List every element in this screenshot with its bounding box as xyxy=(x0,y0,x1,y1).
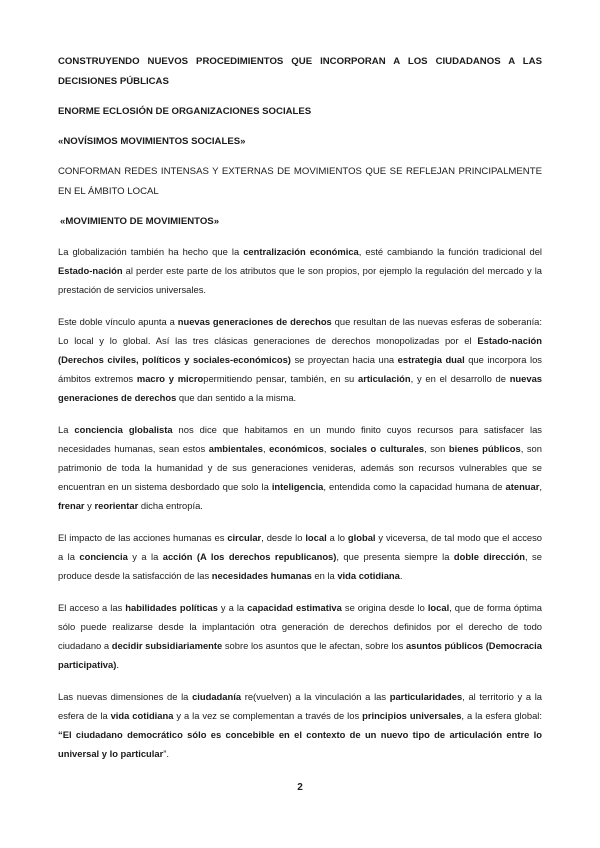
text-run: , que presenta siempre la xyxy=(336,551,454,562)
bold-text: reorientar xyxy=(94,500,139,511)
bold-text: global xyxy=(347,532,376,543)
body-paragraph xyxy=(58,687,542,763)
text-run: , entendida como la capacidad humana de xyxy=(323,481,506,492)
bold-text: habilidades políticas xyxy=(125,602,218,613)
text-run: re(vuelven) a la vinculación a las xyxy=(241,691,390,702)
text-run: La xyxy=(58,424,75,435)
bold-text: nuevas generaciones de derechos xyxy=(177,316,332,327)
text-run: y a la xyxy=(127,551,163,562)
bold-text: principios universales xyxy=(362,710,462,721)
bold-text: ciudadanía xyxy=(192,691,242,702)
text-run: ”. xyxy=(163,748,169,759)
bold-text: centralización económica xyxy=(243,246,359,257)
bold-text: asuntos públicos (Democracia participativa) xyxy=(58,640,542,670)
text-run: La globalización también ha hecho que la xyxy=(58,246,244,257)
body-paragraph xyxy=(58,242,542,299)
text-run: , son xyxy=(424,443,449,454)
text-run: , son patrimonio de toda la humanidad y de sus generaciones venideras, además son recursos vulnerables que se encuentran en un sistema desbordado que solo la xyxy=(58,443,542,492)
bold-text: frenar xyxy=(58,500,85,511)
bold-text: “El ciudadano democrático sólo es concebible en el contexto de un nuevo tipo de articulación entre lo universal y lo particular xyxy=(58,729,542,759)
text-run: a lo xyxy=(326,532,348,543)
text-run: nos dice que habitamos en un mundo finito cuyos recursos para satisfacer las necesidades humanas, sean estos xyxy=(58,424,542,454)
heading-novisimos: «NOVÍSIMOS MOVIMIENTOS SOCIALES» xyxy=(58,136,246,147)
bold-text: articulación xyxy=(358,373,411,384)
bold-text: Estado-nación xyxy=(58,265,123,276)
body-paragraph xyxy=(58,598,542,674)
text-run: , xyxy=(539,481,543,492)
body-paragraph xyxy=(58,312,542,407)
text-run: y a la vez se complementan a través de los xyxy=(173,710,363,721)
bold-text: local xyxy=(427,602,450,613)
text-run: que incorpora los ámbitos extremos xyxy=(58,354,542,384)
text-run: se proyectan hacia una xyxy=(290,354,398,365)
body-paragraph xyxy=(58,420,542,515)
text-run: Las nuevas dimensiones de la xyxy=(58,691,193,702)
text-run: . xyxy=(116,659,119,670)
text-run: , xyxy=(262,443,270,454)
text-run: , y en el desarrollo de xyxy=(410,373,510,384)
body-text xyxy=(58,242,542,763)
text-run: y viceversa, de tal modo que el acceso a la xyxy=(58,532,542,562)
bold-text: bienes públicos xyxy=(448,443,521,454)
bold-text: vida cotidiana xyxy=(337,570,400,581)
text-run: permitiendo pensar, también, en su xyxy=(203,373,358,384)
text-run: que resultan de las nuevas esferas de soberanía: Lo local y lo global. Así las tres clásicas generaciones de derechos monopolizadas por el xyxy=(58,316,542,346)
text-run: , a la esfera global: xyxy=(461,710,542,721)
text-run: en la xyxy=(311,570,338,581)
text-run: , se produce desde la satisfacción de las xyxy=(58,551,542,581)
bold-text: nuevas generaciones de derechos xyxy=(58,373,543,403)
bold-text: particularidades xyxy=(389,691,463,702)
text-run: , al territorio y a la esfera de la xyxy=(58,691,543,721)
text-run: El acceso a las xyxy=(58,602,126,613)
heading-movimiento: «MOVIMIENTO DE MOVIMIENTOS» xyxy=(60,216,220,227)
body-paragraph xyxy=(58,528,542,585)
text-run: sobre los asuntos que le afectan, sobre los xyxy=(222,640,406,651)
bold-text: necesidades humanas xyxy=(211,570,312,581)
bold-text: económicos xyxy=(269,443,324,454)
text-run: al perder este parte de los atributos que le son propios, por ejemplo la regulación del mercado y la prestación de servicios universales. xyxy=(58,265,542,295)
text-run: , esté cambiando la función tradicional del xyxy=(358,246,542,257)
bold-text: conciencia globalista xyxy=(74,424,173,435)
bold-text: ambientales xyxy=(208,443,263,454)
bold-text: conciencia xyxy=(79,551,128,562)
page-number: 2 xyxy=(297,782,303,793)
text-run: dicha entropía. xyxy=(138,500,203,511)
bold-text: sociales o culturales xyxy=(329,443,425,454)
text-run: y a la xyxy=(217,602,248,613)
bold-text: inteligencia xyxy=(271,481,324,492)
bold-text: acción (A los derechos republicanos) xyxy=(162,551,337,562)
text-run: El impacto de las acciones humanas es xyxy=(58,532,228,543)
bold-text: atenuar xyxy=(505,481,540,492)
text-run: y xyxy=(84,500,95,511)
bold-text: doble dirección xyxy=(453,551,526,562)
text-run: , que de forma óptima sólo puede realizarse desde la implantación otra generación de derechos definidos por el derecho de todo ciudadano a xyxy=(58,602,542,651)
text-run: , xyxy=(323,443,330,454)
text-run: se origina desde lo xyxy=(341,602,428,613)
heading-procedimientos: CONSTRUYENDO NUEVOS PROCEDIMIENTOS QUE INCORPORAN A LOS CIUDADANOS A LAS DECISIONES PÚBLICAS xyxy=(58,56,542,87)
bold-text: vida cotidiana xyxy=(110,710,174,721)
heading-redes: CONFORMAN REDES INTENSAS Y EXTERNAS DE MOVIMIENTOS QUE SE REFLEJAN PRINCIPALMENTE EN EL ÁMBITO LOCAL xyxy=(58,166,542,197)
bold-text: capacidad estimativa xyxy=(247,602,342,613)
bold-text: decidir subsidiariamente xyxy=(111,640,223,651)
bold-text: estrategia dual xyxy=(397,354,465,365)
text-run: que dan sentido a la misma. xyxy=(176,392,297,403)
document-page xyxy=(58,52,542,776)
bold-text: Estado-nación (Derechos civiles, políticos y sociales-económicos) xyxy=(58,335,542,365)
bold-text: circular xyxy=(227,532,262,543)
bold-text: local xyxy=(305,532,327,543)
text-run: , desde lo xyxy=(261,532,306,543)
text-run: Este doble vínculo apunta a xyxy=(58,316,178,327)
bold-text: macro y micro xyxy=(136,373,204,384)
heading-eclosion: ENORME ECLOSIÓN DE ORGANIZACIONES SOCIALES xyxy=(58,106,312,117)
text-run: . xyxy=(399,570,403,581)
